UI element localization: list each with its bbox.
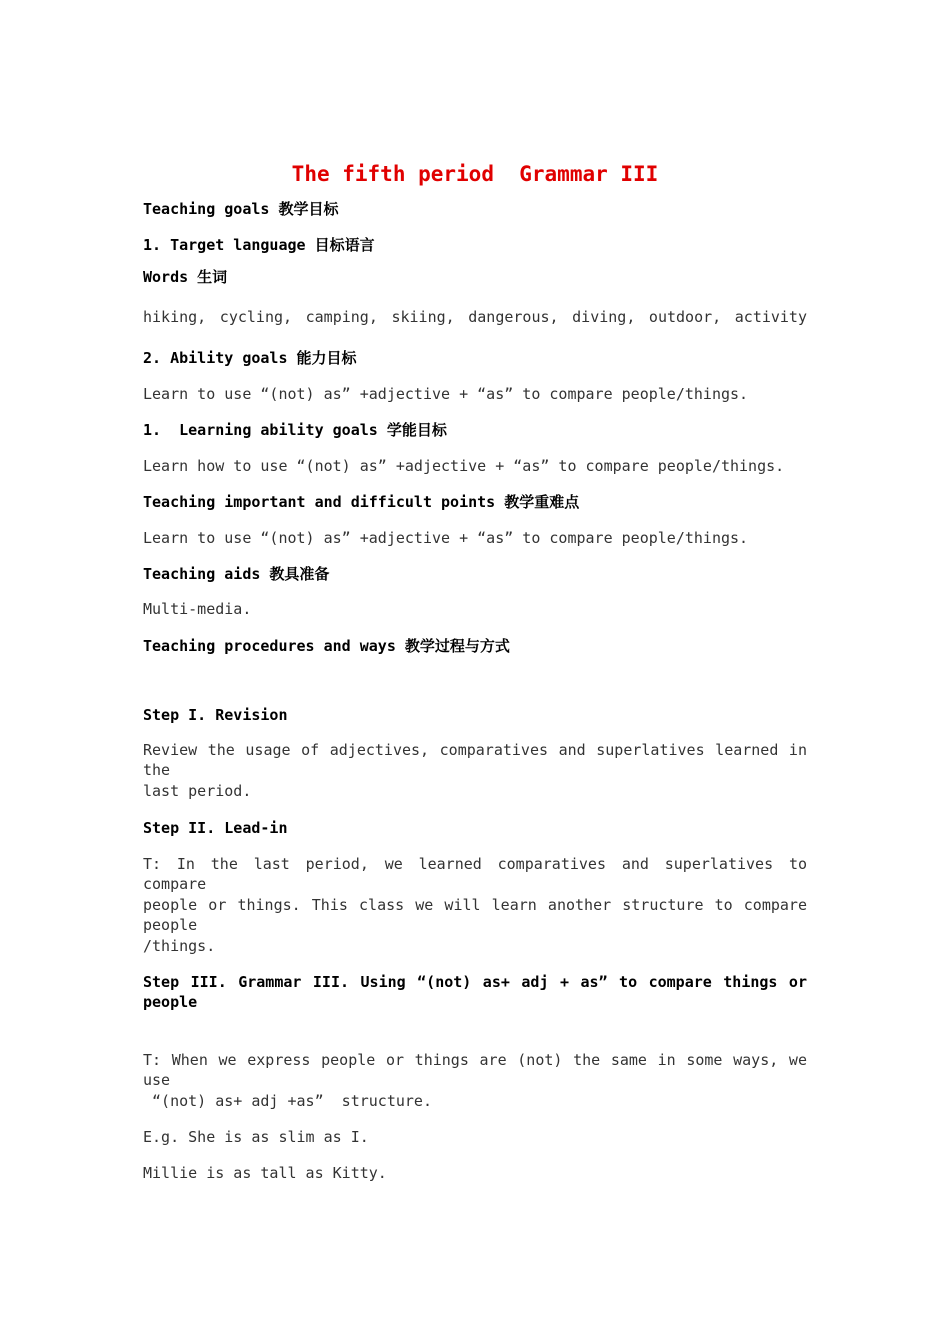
teaching-aids-heading: Teaching aids 教具准备 bbox=[143, 565, 330, 583]
example-sentence-2: Millie is as tall as Kitty. bbox=[143, 1164, 387, 1182]
step2-heading: Step II. Lead-in bbox=[143, 819, 288, 837]
word-list: hiking, cycling, camping, skiing, dangerous, diving, outdoor, activity bbox=[143, 308, 807, 326]
step3-text-line1: T: When we express people or things are (not) the same in some ways, we use bbox=[143, 1051, 807, 1089]
example-sentence-1: E.g. She is as slim as I. bbox=[143, 1128, 369, 1146]
important-points-text: Learn to use “(not) as” +adjective + “as” to compare people/things. bbox=[143, 529, 749, 547]
learning-ability-goals-text: Learn how to use “(not) as” +adjective + “as” to compare people/things. bbox=[143, 457, 785, 475]
target-language-heading: 1. Target language 目标语言 bbox=[143, 236, 375, 254]
important-points-heading: Teaching important and difficult points 教学重难点 bbox=[143, 493, 580, 511]
step1-text-line2: last period. bbox=[143, 782, 252, 800]
teaching-aids-text: Multi-media. bbox=[143, 600, 252, 618]
ability-goals-text: Learn to use “(not) as” +adjective + “as” to compare people/things. bbox=[143, 385, 749, 403]
ability-goals-heading: 2. Ability goals 能力目标 bbox=[143, 349, 357, 367]
step1-text-line1: Review the usage of adjectives, comparatives and superlatives learned in the bbox=[143, 741, 807, 779]
step2-text-line2: people or things. This class we will learn another structure to compare people bbox=[143, 896, 807, 934]
words-heading: Words 生词 bbox=[143, 268, 228, 286]
step3-text-line2: “(not) as+ adj +as” structure. bbox=[143, 1092, 432, 1110]
step3-heading: Step III. Grammar III. Using “(not) as+ adj + as” to compare things or people bbox=[143, 973, 807, 1011]
teaching-goals-heading: Teaching goals 教学目标 bbox=[143, 200, 339, 218]
step2-text-line3: /things. bbox=[143, 937, 216, 955]
page-title: The fifth period Grammar III bbox=[291, 162, 659, 186]
learning-ability-goals-heading: 1. Learning ability goals 学能目标 bbox=[143, 421, 447, 439]
procedures-heading: Teaching procedures and ways 教学过程与方式 bbox=[143, 637, 510, 655]
step2-text-line1: T: In the last period, we learned comparatives and superlatives to compare bbox=[143, 855, 807, 893]
step1-heading: Step I. Revision bbox=[143, 706, 288, 724]
